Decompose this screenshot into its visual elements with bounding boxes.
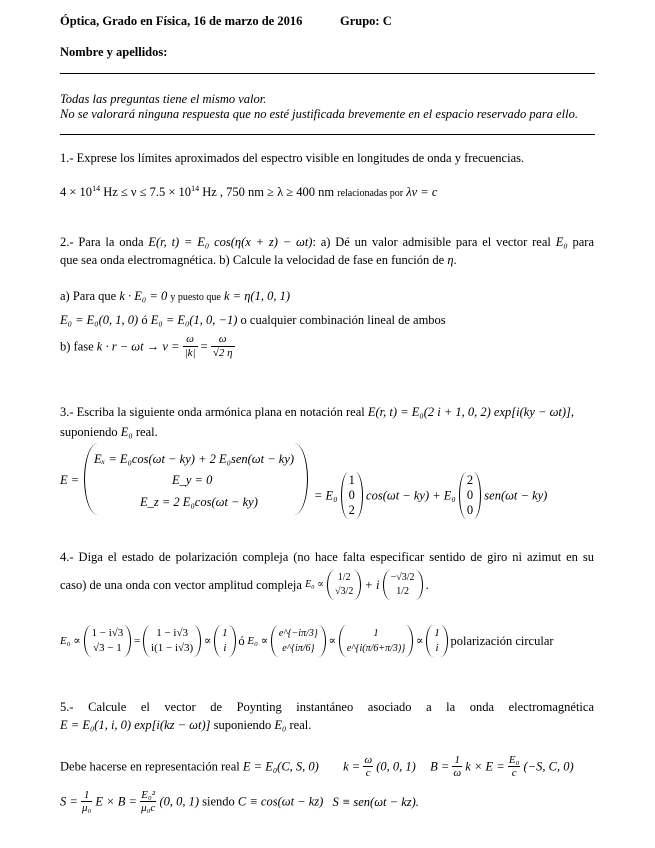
q1-exp: 14 [191,183,200,193]
q5-statement-line-1: 5.- Calcule el vector de Poynting instantáneo asociado a la onda electromagnética [60,700,594,714]
q4-plus-i: + i [364,578,380,592]
q3-eq: = E₀ [314,488,338,503]
q4-statement-line-1: 4.- Diga el estado de polarización compleja (no hace falta especificar sentido de giro ni azimut en su [60,550,594,564]
vector-entry: 1 [434,627,440,639]
q3-text: 3.- Escriba la siguiente onda armónica plana en notación real [60,405,365,419]
q4-prop: ∝ [416,635,424,647]
q5-ans-b: (−S, C, 0) [523,759,574,774]
q2-ans-phase: k · r − ωt → v = [96,339,180,354]
q2-ans-e2: E₀ = E₀(1, 0, −1) [150,313,238,327]
q2-statement-line-2 [60,252,457,268]
q2-eta: η [447,253,454,267]
q3-cos: cos(ωt − ky) + E₀ [366,488,456,503]
q3-vector-2 [459,472,481,519]
vector-entry: 1 [373,628,379,639]
q5-ans-b: B = [430,759,450,774]
q2-ans-text: a) Para que [60,289,117,303]
frac-num: E₀² [141,789,156,801]
q1-ans-note: relacionadas por [337,188,404,199]
frac-num: 1 [452,754,462,767]
frac-den: μ₀c [141,802,156,814]
q4-matrix-6 [426,625,448,657]
q1-exp: 14 [92,183,101,193]
vector-entry: i(1 − i√3) [151,642,194,654]
q3-ex: Eₓ = E₀cos(ωt − ky) + 2 E₀sen(ωt − ky) [94,452,295,466]
q4-or: ó [238,634,245,648]
q5-frac [81,789,92,814]
q4-vector-2 [383,570,423,600]
vector-entry: 1/2 [337,572,351,583]
q5-answer-1 [60,754,574,779]
q4-matrix-3 [214,625,236,657]
q5-frac [508,754,521,779]
q4-matrix-2 [143,625,201,657]
q2-ans-or: ó [141,313,148,327]
q4-prop: ∝ [328,635,337,647]
q3-sen: sen(ωt − ky) [484,488,548,503]
q3-rhs [314,472,547,519]
q3-statement-line-1 [60,404,574,420]
frac-den: c [511,767,517,779]
q4-eq: = [134,635,141,647]
q5-ans-k: k = [343,759,361,774]
q2-frac-den: √2 η [212,347,233,359]
q5-statement-line-2 [60,717,311,733]
q5-text: real. [289,718,312,732]
q4-prop: ∝ [203,635,212,647]
q2-frac-num: ω [211,333,235,347]
q4-lhs: E₀ ∝ [60,635,81,647]
vector-entry: e^{−iπ/3} [278,628,318,639]
q4-e0prop: E₀ ∝ [305,579,324,590]
frac-num: ω [364,754,373,766]
vector-entry: 0 [466,488,474,502]
q5-ans-sv: S ≡ sen(ωt − kz). [332,794,419,809]
q5-wave: E = E₀(1, i, 0) exp[i(kz − ωt)] [60,718,211,732]
q2-frac-num: ω [183,333,198,347]
q2-statement-line-1 [60,234,594,250]
vector-entry: √3/2 [335,586,354,597]
q5-ans-s: (0, 0, 1) [159,794,200,809]
q3-vector-1 [341,472,363,519]
q2-wave: E(r, t) = E₀ cos(η(x + z) − ωt) [148,235,313,249]
q2-answer-a [60,288,290,306]
exam-group: Grupo: C [340,14,392,28]
q2-e0: E₀ [555,235,568,249]
q3-e0: E₀ [120,425,133,439]
q4-text: caso) de una onda con vector amplitud compleja [60,578,302,592]
q4-statement-line-2 [60,570,429,600]
vector-entry: i [435,642,439,654]
q1-ans-part: Hz , 750 nm ≥ λ ≥ 400 nm [199,185,335,199]
q3-ez: E_z = 2 E₀cos(ωt − ky) [140,495,258,509]
q2-ans-e1: E₀ = E₀(0, 1, 0) [60,313,139,327]
frac-den: μ₀ [81,802,92,814]
q3-ey: E_y = 0 [172,473,213,487]
q4-answer [60,625,554,657]
q4-matrix-1 [84,625,132,657]
q1-ans-relation: λν = c [406,185,438,199]
q5-frac [452,754,462,779]
q2-text: : a) Dé un valor admisible para el vector real [312,235,551,249]
q5-frac [363,754,373,779]
q5-answer-2 [60,789,419,814]
q3-text: suponiendo [60,425,118,439]
q2-ans-k: k = η(1, 0, 1) [224,289,291,303]
q1-ans-part: Hz ≤ ν ≤ 7.5 × 10 [100,185,192,199]
vector-entry: i [223,642,227,654]
q4-result: polarización circular [450,634,554,648]
vector-entry: e^{iπ/6} [282,643,315,654]
vector-entry: e^{i(π/6+π/3)} [346,643,406,654]
q5-ans-s: S = [60,794,78,809]
divider [60,134,595,135]
q2-frac-den: |k| [184,347,196,359]
q4-lhs: E₀ ∝ [247,635,269,647]
q2-ans-cond: k · E₀ = 0 [119,289,168,303]
q2-answer-b [60,333,235,360]
q3-wave: E(r, t) = E₀(2 i + 1, 0, 2) exp[i(ky − ωt)], [367,405,575,419]
instruction-line-2: No se valorará ninguna respuesta que no esté justificada brevemente en el espacio reservado para ello. [60,107,578,121]
frac-den: ω [453,767,462,779]
q2-text: . [453,253,457,267]
q5-ans-s: E × B = [95,794,137,809]
q2-text: para [572,235,595,249]
vector-entry: 0 [348,488,355,502]
q4-matrix-5 [339,625,413,657]
q5-e0: E₀ [274,718,287,732]
vector-entry: 1 − i√3 [156,627,188,639]
q5-ans-c: C ≡ cos(ωt − kz) [237,794,324,809]
q2-eq: = [200,339,208,354]
vector-entry: 2 [348,503,355,517]
q3-text: real. [135,425,158,439]
q5-ans-text: Debe hacerse en representación real [60,759,240,774]
divider [60,73,595,74]
q2-text: 2.- Para la onda [60,235,144,249]
q5-text: suponiendo [213,718,272,732]
frac-num: E₀ [508,754,520,766]
q5-ans-k: (0, 0, 1) [376,759,416,774]
q5-ans-e: E = E₀(C, S, 0) [242,759,319,774]
q2-text: que sea onda electromagnética. b) Calcule la velocidad de fase en función de [60,253,445,267]
q3-statement-line-2 [60,424,158,440]
q4-vector-1 [327,570,361,600]
frac-den: c [365,767,371,779]
q5-ans-text: siendo [202,794,235,809]
frac-num: 1 [81,789,92,802]
q2-ans-text: b) fase [60,339,94,354]
exam-title: Óptica, Grado en Física, 16 de marzo de 2016 [60,14,303,28]
name-label: Nombre y apellidos: [60,45,168,59]
q2-frac-2 [211,333,235,360]
q2-frac-1 [183,333,198,360]
vector-entry: 1 − i√3 [91,627,124,639]
vector-entry: 2 [466,473,474,487]
q5-frac [140,789,156,814]
instruction-line-1: Todas las preguntas tiene el mismo valor. [60,92,267,106]
q2-answer-a2 [60,312,446,328]
q1-ans-part: 4 × 10 [60,185,93,199]
vector-entry: −√3/2 [390,572,415,583]
vector-entry: √3 − 1 [93,642,122,654]
vector-entry: 0 [466,503,474,517]
q4-matrix-4 [271,625,326,657]
q5-ans-b: k × E = [465,759,505,774]
q3-lhs: E = [60,473,80,487]
q1-answer [60,184,437,202]
q4-dot: . [425,578,429,592]
vector-entry: 1/2 [396,586,409,597]
vector-entry: 1 [348,473,355,487]
q2-ans-text: o cualquier combinación lineal de ambos [240,313,446,327]
q1-statement: 1.- Exprese los límites aproximados del espectro visible en longitudes de onda y frecuencias. [60,151,525,165]
q2-ans-note: y puesto que [170,292,221,303]
vector-entry: 1 [222,627,228,639]
